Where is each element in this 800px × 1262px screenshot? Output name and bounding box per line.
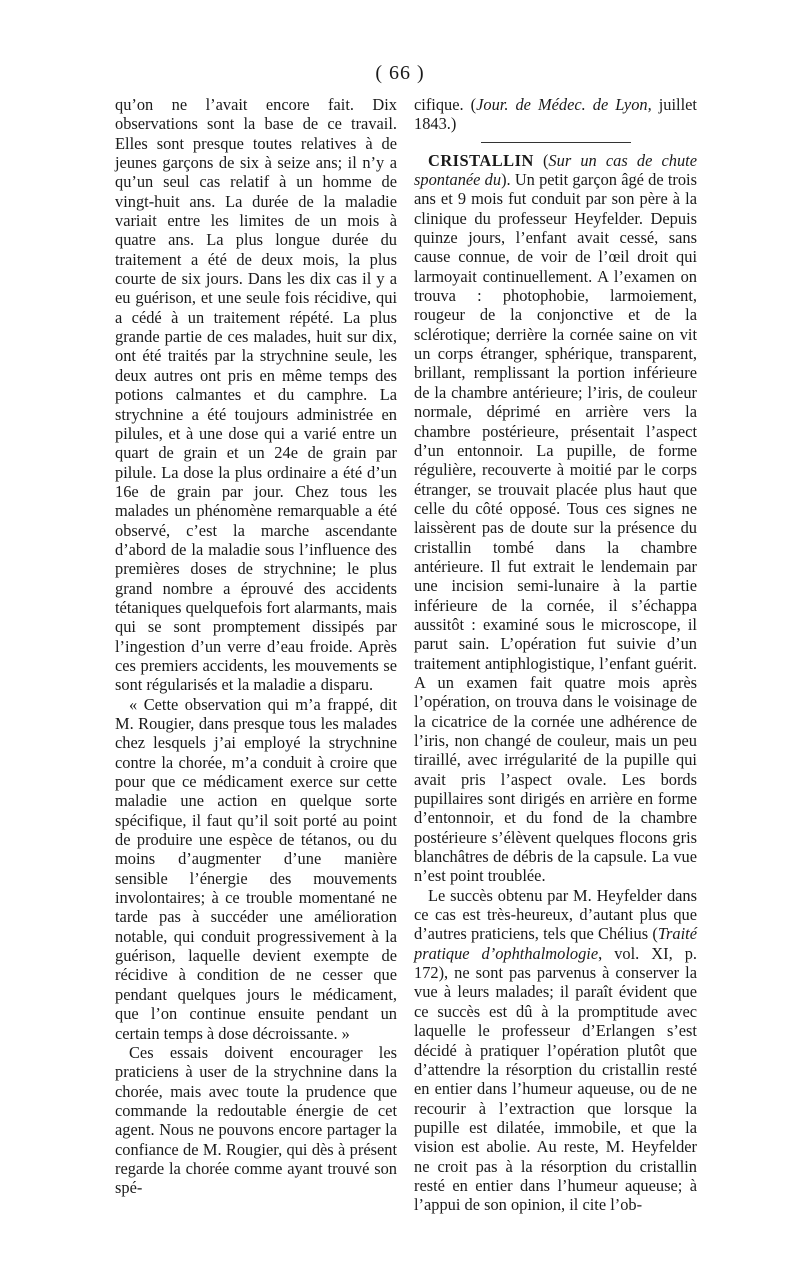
article-paragraph-2 [414, 886, 697, 1215]
citation-pre: cifique. ( [414, 95, 477, 114]
article-p2-pre: Le succès obtenu par M. Heyfelder dans ce cas est très-heureux, d’autant plus que d’autres praticiens, tels que Chélius ( [414, 885, 697, 944]
article-p2-title: Traité pratique d’ophthalmologie [414, 924, 697, 963]
left-column [115, 95, 397, 1198]
citation [414, 95, 697, 134]
article-title: CRISTALLIN [428, 150, 534, 170]
article-paragraph-1: CRISTALLIN (Sur un cas de chute spontanée du). Un petit garçon âgé de trois ans et 9 mois fut conduit par son père à la clinique du professeur Heyfelder. Depuis quinze jours, l’enfant avait cessé, sans cause connue, de voir de l’œil droit qui larmoyait continuellement. A l’examen on trouva : photophobie, larmoiement, rougeur de la conjonctive et de la sclérotique; derrière la cornée saine on vit un corps étranger, sphérique, transparent, brillant, remplissant la portion inférieure de la chambre antérieure; l’iris, de couleur normale, déprimé en arrière vers la chambre postérieure, présentait l’aspect d’un entonnoir. La pupille, de forme régulière, recouverte à moitié par le corps étranger, se trouvait placée plus haut que celle du côté opposé. Tous ces signes ne laissèrent pas de doute sur la présence du cristallin tombé dans la chambre antérieure. Il fut extrait le lendemain par une incision semi-lunaire à la partie inférieure de la cornée, il s’échappa aussitôt : examiné sous le microscope, il parut sain. L’opération fut suivie d’un traitement antiphlogistique, l’enfant guérit. A un examen fait quatre mois après l’opération, on trouva dans le voisinage de la cicatrice de la cornée une adhérence de l’iris, non changé de couleur, mais un peu tiraillé, avec irrégularité de la pupille qui avait pris l’aspect ovale. Les bords pupillaires sont dirigés en arrière en forme d’entonnoir, et du fond de la chambre postérieure s’élèvent quelques flocons gris blanchâtres de débris de la capsule. La vue n’est point troublée. [414, 150, 697, 886]
page-number: ( 66 ) [375, 62, 425, 84]
article-body: ). Un petit garçon âgé de trois ans et 9 mois fut conduit par son père à la clinique du professeur Heyfelder. Depuis quinze jours, l’enfant avait cessé, sans cause connue, de voir de l’œil droit qui larmoyait continuellement. A l’examen on trouva : photophobie, larmoiement, rougeur de la conjonctive et de la sclérotique; derrière la cornée saine on vit un corps étranger, sphérique, transparent, brillant, remplissant la portion inférieure de la chambre antérieure; l’iris, de couleur normale, déprimé en arrière vers la chambre postérieure, présentait l’aspect d’un entonnoir. La pupille, de forme régulière, recouverte à moitié par le corps étranger, se trouvait placée plus haut que celle du côté opposé. Tous ces signes ne laissèrent pas de doute sur la présence du cristallin tombé dans la chambre antérieure. Il fut extrait le lendemain par une incision semi-lunaire à la partie inférieure de la cornée, il s’échappa aussitôt : examiné sous le microscope, il parut sain. L’opération fut suivie d’un traitement antiphlogistique, l’enfant guérit. A un examen fait quatre mois après l’opération, on trouva dans le voisinage de la cicatrice de la cornée une adhérence de l’iris, non changé de couleur, mais un peu tiraillé, avec irrégularité de la pupille qui avait pris l’aspect ovale. Les bords pupillaires sont dirigés en arrière en forme d’entonnoir, et du fond de la chambre postérieure s’élèvent quelques flocons gris blanchâtres de débris de la capsule. La vue n’est point troublée. [414, 170, 697, 886]
left-paragraph-3: Ces essais doivent encourager les praticiens à user de la strychnine dans la chorée, mais avec toute la prudence que commande la redoutable énergie de cet agent. Nous ne pouvons encore partager la confiance de M. Rougier, qui dès à présent regarde la chorée comme ayant trouvé son spé- [115, 1042, 397, 1198]
article-p2-post: , vol. XI, p. 172), ne sont pas parvenus à conserver la vue à leurs malades; il paraît évident que ce succès est dû à la promptitude avec laquelle le professeur d’Erlangen s’est décidé à pratiquer l’opération plutôt que d’attendre la résorption du cristallin resté en entier dans l’humeur aqueuse, ou de ne recourir à l’extraction que lorsque la pupille est dilatée, immobile, et que la vision est abolie. Au reste, M. Heyfelder ne croit pas à la résorption du cristallin resté en entier dans l’humeur aqueuse; à l’appui de son opinion, il cite l’ob- [414, 943, 697, 1215]
citation-journal: Jour. de Médec. de Lyon, [476, 95, 652, 114]
right-column [414, 95, 697, 1215]
citation-post: juillet 1843.) [414, 95, 697, 134]
section-divider [481, 142, 631, 143]
left-paragraph-1: qu’on ne l’avait encore fait. Dix observations sont la base de ce travail. Elles sont presque toutes relatives à de jeunes garçons de six à seize ans; il n’y a qu’un seul cas relatif à un homme de vingt-huit ans. La durée de la maladie variait entre les limites de un mois à quatre ans. La plus longue durée du traitement a été de deux mois, la plus courte de six jours. Dans les dix cas il y a eu guérison, et une seule fois récidive, qui a cédé à un traitement répété. La plus grande partie de ces malades, huit sur dix, ont été traités par la strychnine seule, les deux autres ont pris en même temps des potions calmantes et du camphre. La strychnine a été toujours administrée en pilules, et à une dose qui a varié entre un quart de grain et un 24e de grain par pilule. La dose la plus ordinaire a été d’un 16e de grain par jour. Chez tous les malades un phénomène remarquable a été observé, c’est la marche ascendante d’abord de la maladie sous l’influence des premières doses de strychnine; le plus grand nombre a éprouvé des accidents tétaniques quelquefois fort alarmants, mais qui se sont promptement dissipés par l’ingestion d’un verre d’eau froide. Après ces premiers accidents, les mouvements se sont régularisés et la maladie a disparu. [115, 95, 397, 695]
left-paragraph-2: « Cette observation qui m’a frappé, dit M. Rougier, dans presque tous les malades chez lesquels j’ai employé la strychnine contre la chorée, m’a conduit à croire que pour que ce médicament exerce sur cette maladie une action en quelque sorte spécifique, il faut qu’il soit porté au point de produire une espèce de tétanos, ou du moins d’augmenter d’une manière sensible l’énergie des mouvements involontaires; à ce trouble momentané ne tarde pas à succéder une amélioration notable, qui conduit progressivement à la guérison, laquelle devient exempte de récidive à condition de ne cesser que pendant quelques jours le médicament, que l’on continue ensuite pendant un certain temps à dose décroissante. » [115, 694, 397, 1043]
article-subtitle: Sur un cas de chute spontanée du [414, 150, 697, 190]
